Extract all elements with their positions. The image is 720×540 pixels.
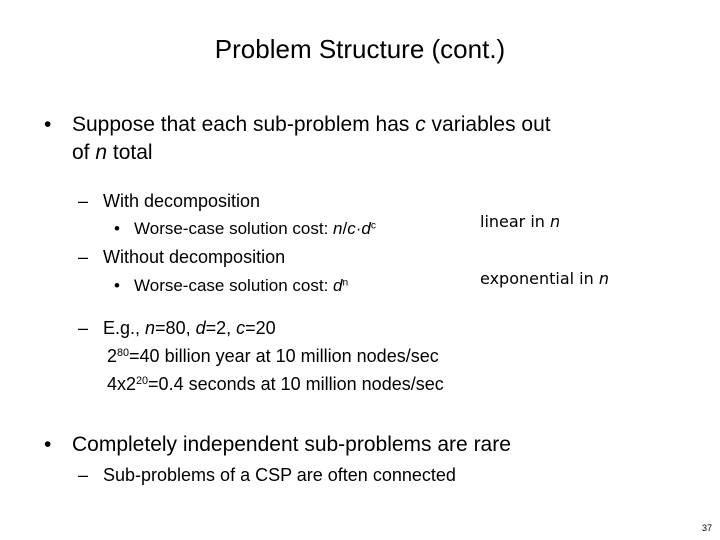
sub-bullet-label: Sub-problems of a CSP are often connected	[103, 465, 456, 485]
text-run: exponential in	[480, 269, 599, 288]
sub-bullet-dash: –	[78, 247, 89, 267]
bullet-marker: •	[44, 433, 52, 456]
variable-n: n	[598, 269, 609, 288]
text-run: Suppose that each sub-problem has	[72, 113, 416, 136]
variable-n: n	[95, 141, 108, 164]
sub-bullet-label: Without decomposition	[103, 247, 286, 267]
example-calc-line	[107, 374, 444, 395]
text-run: total	[107, 141, 153, 164]
variable-d: d	[195, 318, 206, 338]
bullet-text-line	[72, 113, 551, 137]
slide-title: Problem Structure (cont.)	[214, 34, 506, 64]
variable-n: n	[333, 219, 343, 238]
sub-sub-bullet-dot: •	[114, 219, 120, 238]
note-linear	[480, 212, 560, 231]
sub-bullet-label: With decomposition	[103, 191, 261, 211]
text-run: linear in	[480, 212, 551, 231]
variable-n: n	[550, 212, 561, 231]
variable-c: c	[415, 113, 426, 136]
sub-bullet-dash: –	[78, 465, 89, 485]
note-exponential	[480, 269, 609, 288]
text-run: =2,	[205, 318, 237, 338]
example-line	[103, 318, 276, 339]
text-run: variables out	[425, 113, 551, 136]
text-run: of	[72, 141, 96, 164]
sub-bullet-dash: –	[78, 191, 89, 211]
cost-with-decomposition	[134, 219, 376, 239]
bullet-text-line: Completely independent sub-problems are rare	[72, 433, 511, 456]
page-number: 37	[701, 523, 712, 533]
sub-sub-bullet-dot: •	[114, 276, 120, 295]
text-run: =0.4 seconds at 10 million nodes/sec	[148, 374, 444, 394]
text-run: Worse-case solution cost:	[134, 219, 334, 238]
cost-without-decomposition	[134, 276, 348, 296]
bullet-marker: •	[44, 113, 52, 136]
exponent: 20	[136, 375, 149, 388]
exponent: 80	[117, 347, 130, 360]
text-run: 2	[107, 346, 118, 366]
example-calc-line	[107, 346, 439, 367]
text-run: 4x2	[107, 374, 137, 394]
text-run: E.g.,	[103, 318, 146, 338]
sub-bullet-dash: –	[78, 318, 89, 338]
text-run: /	[342, 219, 348, 238]
variable-d: d	[333, 276, 343, 295]
text-run: ·	[355, 219, 362, 238]
text-run: =80,	[155, 318, 196, 338]
variable-c: c	[236, 318, 246, 338]
exponent: c	[370, 220, 376, 232]
bullet-text-line	[72, 141, 153, 165]
variable-n: n	[145, 318, 156, 338]
exponent: n	[342, 277, 349, 289]
variable-c: c	[347, 219, 356, 238]
variable-d: d	[361, 219, 371, 238]
text-run: Worse-case solution cost:	[134, 276, 334, 295]
text-run: =40 billion year at 10 million nodes/sec	[129, 346, 439, 366]
text-run: =20	[245, 318, 276, 338]
